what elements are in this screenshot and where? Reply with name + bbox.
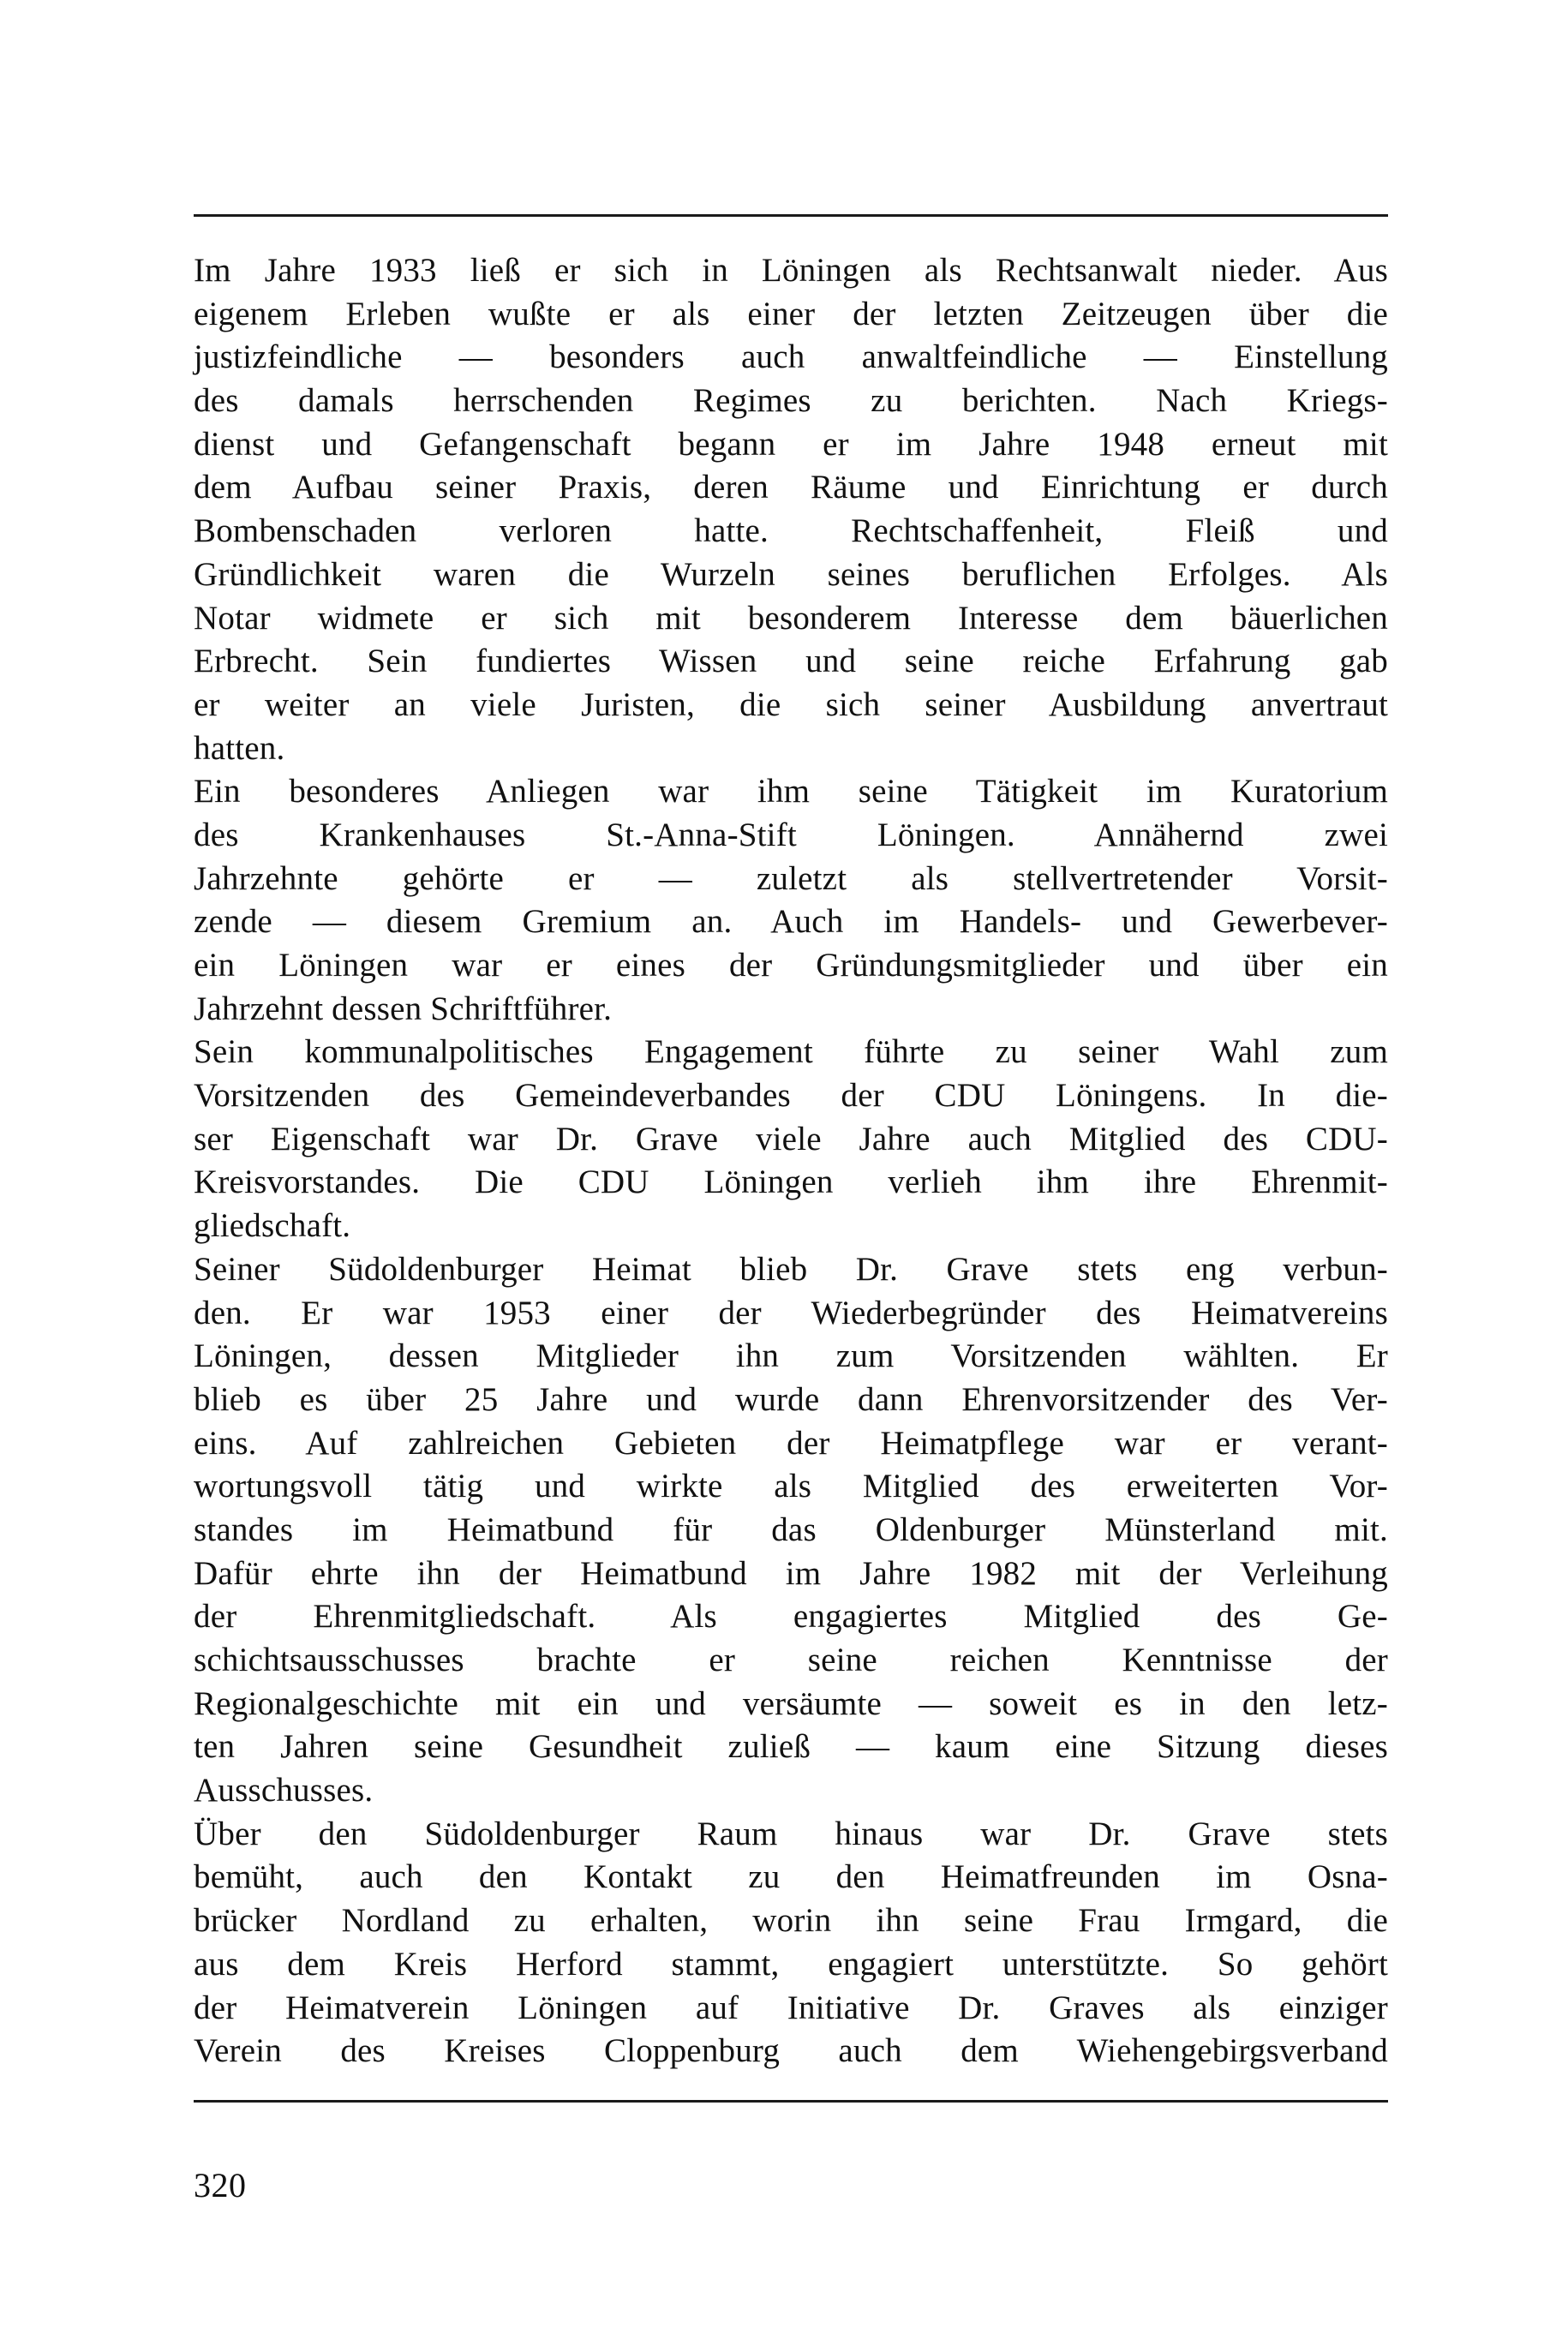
text-line: den. Er war 1953 einer der Wiederbegründer des Heimatvereins	[194, 1294, 1388, 1331]
text-line: Vorsitzenden des Gemeindeverbandes der CDU Löningens. In die-	[194, 1077, 1388, 1115]
text-line: aus dem Kreis Herford stammt, engagiert unterstützte. So gehört	[194, 1945, 1388, 1983]
text-line: des Krankenhauses St.-Anna-Stift Löningen. Annähernd zwei	[194, 816, 1388, 853]
text-line: Gründlichkeit waren die Wurzeln seines beruflichen Erfolges. Als	[194, 555, 1388, 593]
text-line: Kreisvorstandes. Die CDU Löningen verlieh ihm ihre Ehrenmit-	[194, 1164, 1388, 1201]
text-line: des damals herrschenden Regimes zu berichten. Nach Kriegs-	[194, 382, 1388, 420]
text-line: zende — diesem Gremium an. Auch im Handels- und Gewerbever-	[194, 903, 1388, 941]
text-line: Bombenschaden verloren hatte. Rechtschaffenheit, Fleiß und	[194, 512, 1388, 550]
text-line: Jahrzehnte gehörte er — zuletzt als stellvertretender Vorsit-	[194, 859, 1388, 897]
text-line: Im Jahre 1933 ließ er sich in Löningen als Rechtsanwalt nieder. Aus	[194, 252, 1388, 289]
text-line: Erbrecht. Sein fundiertes Wissen und seine reiche Erfahrung gab	[194, 643, 1388, 680]
text-line: justizfeindliche — besonders auch anwaltfeindliche — Einstellung	[194, 338, 1388, 376]
text-line: Jahrzehnt dessen Schriftführer.	[194, 990, 613, 1027]
text-line: Notar widmete er sich mit besonderem Interesse dem bäuerlichen	[194, 599, 1388, 637]
body-text	[194, 249, 1388, 2073]
text-line: hatten.	[194, 729, 285, 767]
text-line: Regionalgeschichte mit ein und versäumte — soweit es in den letz-	[194, 1684, 1388, 1722]
text-line: wortungsvoll tätig und wirkte als Mitglied des erweiterten Vor-	[194, 1468, 1388, 1505]
text-line: blieb es über 25 Jahre und wurde dann Ehrenvorsitzender des Ver-	[194, 1380, 1388, 1418]
text-line: gliedschaft.	[194, 1207, 351, 1245]
text-line: er weiter an viele Juristen, die sich seiner Ausbildung anvertraut	[194, 685, 1388, 723]
text-line: Dafür ehrte ihn der Heimatbund im Jahre 1982 mit der Verleihung	[194, 1554, 1388, 1592]
text-line: eigenem Erleben wußte er als einer der letzten Zeitzeugen über die	[194, 295, 1388, 332]
text-line: Ausschusses.	[194, 1772, 374, 1810]
bottom-rule	[194, 2100, 1388, 2103]
text-line: ser Eigenschaft war Dr. Grave viele Jahre auch Mitglied des CDU-	[194, 1120, 1388, 1158]
text-line: dienst und Gefangenschaft begann er im Jahre 1948 erneut mit	[194, 425, 1388, 463]
text-line: Ein besonderes Anliegen war ihm seine Tätigkeit im Kuratorium	[194, 773, 1388, 811]
text-line: standes im Heimatbund für das Oldenburger Münsterland mit.	[194, 1510, 1388, 1548]
text-line: eins. Auf zahlreichen Gebieten der Heimatpflege war er verant-	[194, 1424, 1388, 1462]
text-line: brücker Nordland zu erhalten, worin ihn seine Frau Irmgard, die	[194, 1902, 1388, 1940]
text-line: dem Aufbau seiner Praxis, deren Räume und Einrichtung er durch	[194, 469, 1388, 506]
text-line: Sein kommunalpolitisches Engagement führte zu seiner Wahl zum	[194, 1033, 1388, 1071]
text-line: Über den Südoldenburger Raum hinaus war Dr. Grave stets	[194, 1815, 1388, 1852]
text-line: ten Jahren seine Gesundheit zuließ — kaum eine Sitzung dieses	[194, 1728, 1388, 1766]
top-rule	[194, 214, 1388, 217]
text-line: schichtsausschusses brachte er seine reichen Kenntnisse der	[194, 1642, 1388, 1678]
text-line: ein Löningen war er eines der Gründungsmitglieder und über ein	[194, 947, 1388, 984]
page-number: 320	[194, 2166, 247, 2204]
text-line: Löningen, dessen Mitglieder ihn zum Vorsitzenden wählten. Er	[194, 1337, 1388, 1375]
text-line: bemüht, auch den Kontakt zu den Heimatfreunden im Osna-	[194, 1858, 1388, 1896]
text-line: Verein des Kreises Cloppenburg auch dem Wiehengebirgsverband	[194, 2032, 1388, 2070]
text-line: der Ehrenmitgliedschaft. Als engagiertes Mitglied des Ge-	[194, 1598, 1388, 1636]
text-line: Seiner Südoldenburger Heimat blieb Dr. Grave stets eng verbun-	[194, 1250, 1388, 1288]
text-line: der Heimatverein Löningen auf Initiative Dr. Graves als einziger	[194, 1989, 1388, 2026]
